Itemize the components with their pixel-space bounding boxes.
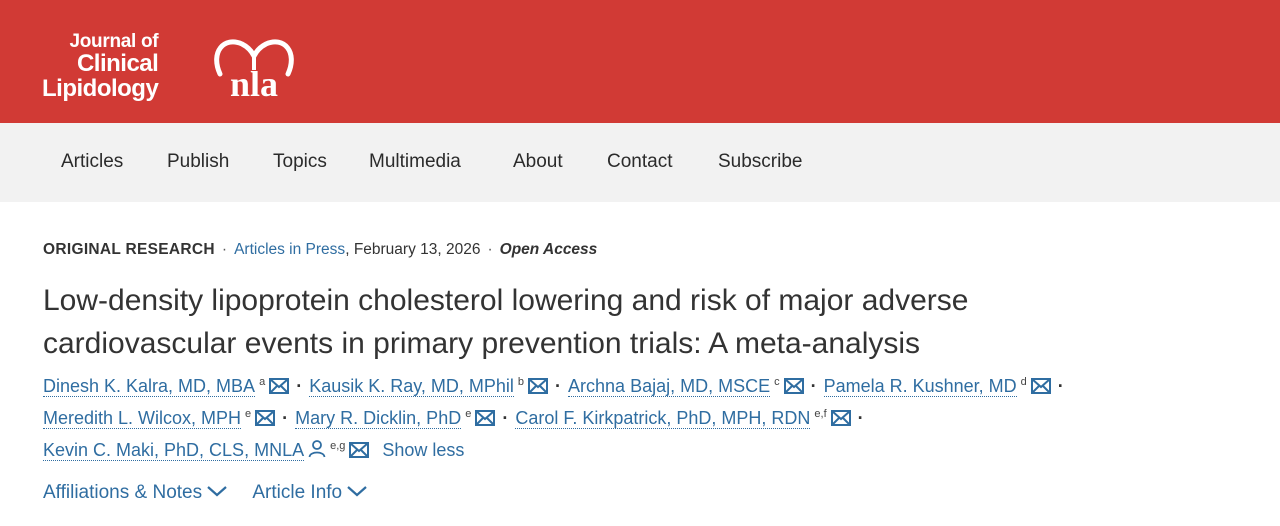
author-row-1 — [43, 370, 1243, 402]
email-icon[interactable] — [255, 410, 275, 426]
author-affiliation-sup[interactable]: d — [1020, 376, 1027, 388]
email-icon[interactable] — [831, 410, 851, 426]
affiliations-notes-toggle[interactable] — [43, 482, 228, 503]
email-icon[interactable] — [349, 442, 369, 458]
author-separator: · — [555, 376, 562, 396]
journal-logo-line1: Journal of — [69, 31, 159, 52]
article-title-line2: cardiovascular events in primary prevention trials: A meta-analysis — [43, 327, 921, 360]
author-affiliation-sup[interactable]: e,f — [814, 408, 827, 420]
journal-logo-line3: Lipidology — [42, 75, 159, 102]
article-title-line1: Low-density lipoprotein cholesterol lowering and risk of major adverse — [43, 284, 969, 317]
article-meta — [43, 241, 597, 259]
article-date-separator: , — [345, 241, 354, 258]
nav-multimedia[interactable]: Multimedia — [369, 151, 461, 172]
chevron-down-icon — [346, 485, 368, 497]
article-info-label: Article Info — [252, 482, 343, 503]
affiliations-notes-label: Affiliations & Notes — [43, 482, 203, 503]
open-access-badge: Open Access — [499, 241, 598, 258]
author-separator: · — [1057, 376, 1064, 396]
author-separator: · — [296, 376, 303, 396]
author-name[interactable]: Dinesh K. Kalra, MD, MBA — [43, 376, 256, 396]
email-icon[interactable] — [1031, 378, 1051, 394]
nav-contact[interactable]: Contact — [607, 151, 673, 172]
article-expanders — [43, 482, 388, 504]
author-separator: · — [810, 376, 817, 396]
author-affiliation-sup[interactable]: c — [774, 376, 780, 388]
author-row-2 — [43, 402, 1243, 434]
nav-subscribe[interactable]: Subscribe — [718, 151, 803, 172]
author-separator: · — [502, 408, 509, 428]
article-title — [43, 279, 1223, 365]
author-name[interactable]: Kausik K. Ray, MD, MPhil — [309, 376, 514, 396]
author-affiliation-sup[interactable]: a — [259, 376, 266, 388]
separator-dot: · — [487, 241, 493, 258]
show-less-authors-button[interactable]: Show less — [382, 440, 465, 460]
email-icon[interactable] — [475, 410, 495, 426]
email-icon[interactable] — [784, 378, 804, 394]
author-affiliation-sup[interactable]: b — [517, 376, 525, 388]
svg-text:nla: nla — [229, 64, 279, 102]
author-name[interactable]: Carol F. Kirkpatrick, PhD, MPH, RDN — [515, 408, 811, 428]
journal-logo[interactable] — [42, 32, 158, 101]
author-affiliation-sup[interactable]: e,g — [330, 440, 346, 452]
author-row-3 — [43, 434, 1243, 466]
author-name[interactable]: Mary R. Dicklin, PhD — [295, 408, 462, 428]
separator-dot: · — [221, 241, 228, 258]
main-nav — [0, 123, 1280, 202]
journal-logo-line2: Clinical — [76, 50, 159, 77]
author-affiliation-sup[interactable]: e — [245, 408, 252, 420]
article-info-toggle[interactable] — [252, 482, 368, 503]
nla-logo-icon[interactable] — [208, 30, 300, 102]
author-name[interactable]: Archna Bajaj, MD, MSCE — [568, 376, 771, 396]
chevron-down-icon — [206, 485, 228, 497]
author-affiliation-sup[interactable]: e — [465, 408, 472, 420]
email-icon[interactable] — [528, 378, 548, 394]
author-list — [43, 370, 1243, 466]
articles-in-press-link[interactable]: Articles in Press — [234, 241, 346, 258]
nav-publish[interactable]: Publish — [167, 151, 230, 172]
author-separator: · — [282, 408, 289, 428]
author-separator: · — [857, 408, 864, 428]
author-name[interactable]: Kevin C. Maki, PhD, CLS, MNLA — [43, 440, 305, 460]
author-name[interactable]: Pamela R. Kushner, MD — [823, 376, 1017, 396]
site-header — [0, 0, 1280, 123]
nav-topics[interactable]: Topics — [273, 151, 327, 172]
article-date: February 13, 2026 — [353, 241, 481, 258]
article-type: ORIGINAL RESEARCH — [43, 241, 215, 258]
nav-articles[interactable]: Articles — [61, 151, 124, 172]
email-icon[interactable] — [269, 378, 289, 394]
nav-about[interactable]: About — [513, 151, 563, 172]
author-name[interactable]: Meredith L. Wilcox, MPH — [43, 408, 242, 428]
corresponding-author-person-icon[interactable] — [308, 440, 326, 458]
